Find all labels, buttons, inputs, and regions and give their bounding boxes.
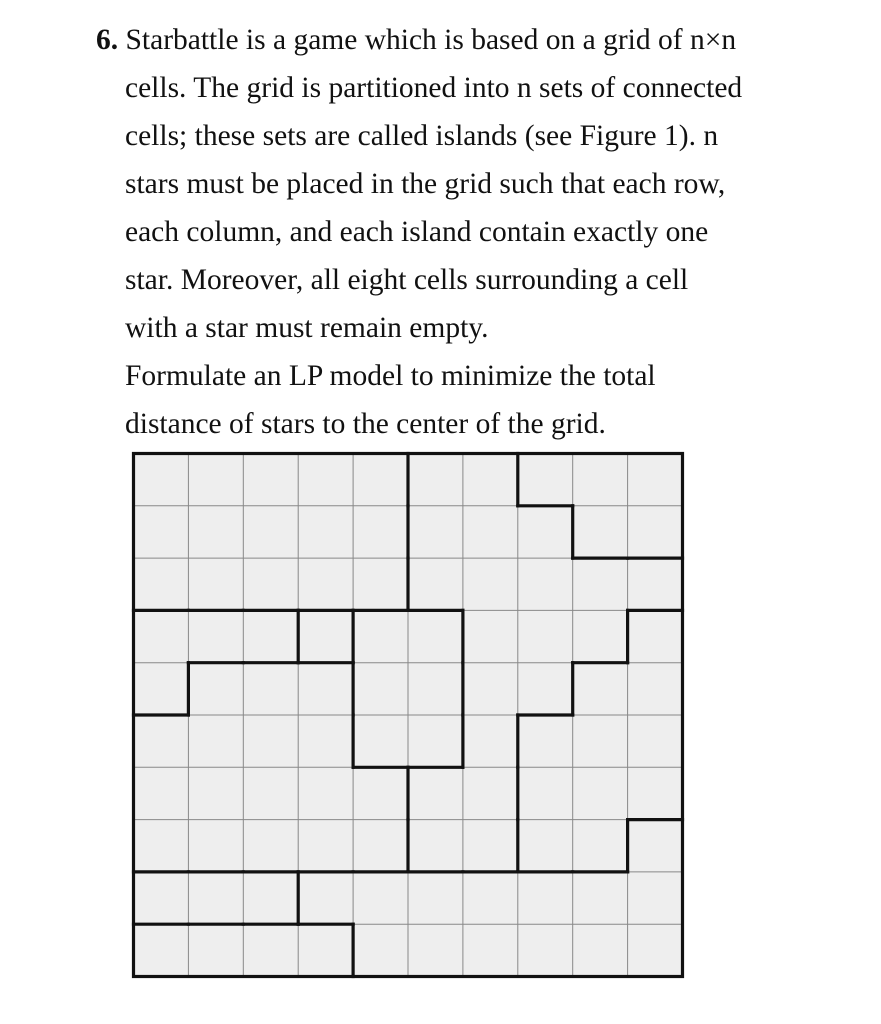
problem-text-line: cells; these sets are called islands (see Figure 1). n bbox=[125, 120, 719, 152]
problem-text-line: each column, and each island contain exactly one bbox=[125, 216, 709, 248]
problem-text-line: cells. The grid is partitioned into n sets of connected bbox=[125, 72, 743, 104]
problem-text-line: distance of stars to the center of the grid. bbox=[125, 408, 606, 440]
problem-text-line: star. Moreover, all eight cells surrounding a cell bbox=[125, 264, 689, 296]
problem-line-1 bbox=[96, 16, 856, 64]
problem-text-line: with a star must remain empty. bbox=[125, 312, 489, 344]
problem-text-line: Formulate an LP model to minimize the total bbox=[125, 360, 656, 392]
problem-number: 6. bbox=[96, 24, 119, 56]
problem-text-line: stars must be placed in the grid such that each row, bbox=[125, 168, 726, 200]
starbattle-grid-figure bbox=[131, 451, 685, 979]
problem-statement bbox=[96, 16, 856, 448]
problem-text-line: Starbattle is a game which is based on a grid of n×n bbox=[125, 24, 737, 56]
starbattle-grid bbox=[131, 451, 685, 979]
